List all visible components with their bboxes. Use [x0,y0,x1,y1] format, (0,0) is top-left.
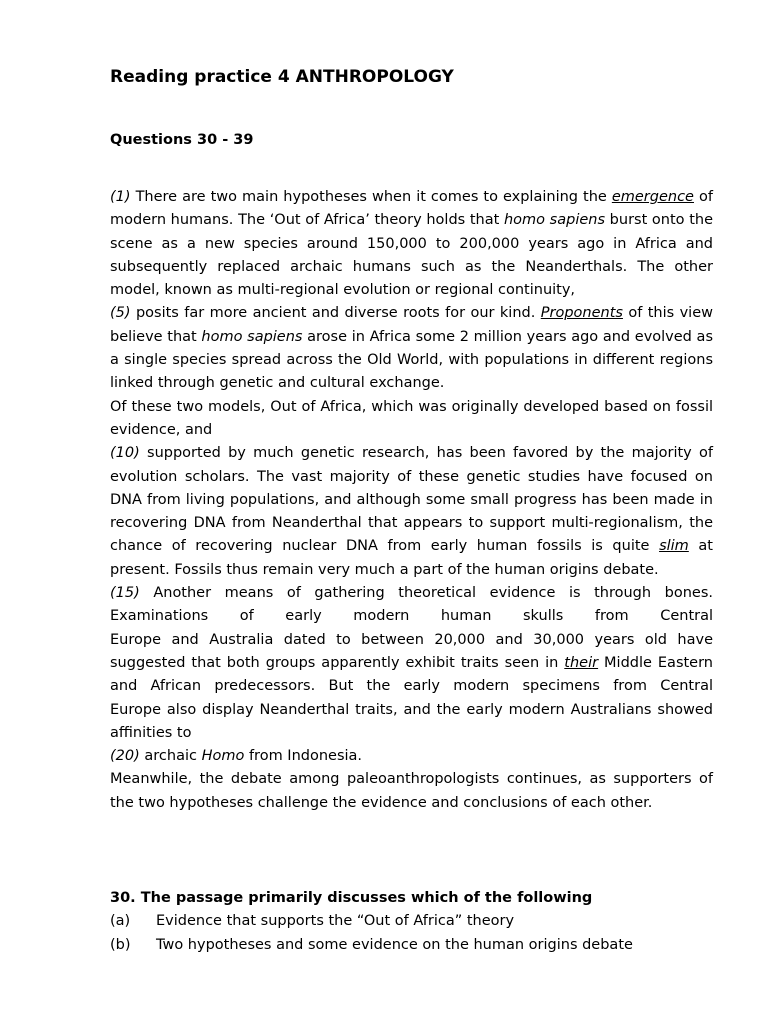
passage-text: of this view believe that [110,305,713,345]
italic-term: homo sapiens [201,328,303,345]
questions-heading: Questions 30 - 39 [110,132,254,148]
passage-text: There are two main hypotheses when it comes to explaining the [130,189,612,205]
underlined-word: Proponents [540,305,623,322]
passage-text: arose in Africa some 2 million years ago and evolved as a single species spread across the Old World, with populations in different regions linked through genetic and cultural exchange. [110,328,713,392]
italic-term: homo sapiens [503,212,606,229]
passage-text: posits far more ancient and diverse roots for our kind. [130,305,541,322]
passage-paragraph-2 [110,302,713,395]
option-text: Evidence that supports the “Out of Africa” theory [156,913,515,930]
passage-text: archaic [139,748,202,765]
passage-paragraph-7 [110,768,713,815]
passage-paragraph-6 [110,745,713,768]
option-text: Two hypotheses and some evidence on the human origins debate [156,936,633,953]
reading-passage [110,186,713,815]
passage-text: of modern humans. The ‘Out of Africa’ theory holds that [110,189,713,229]
passage-text: Meanwhile, the debate among paleoanthropologists continues, as supporters of the two hypotheses challenge the evidence and conclusions of each other. [110,771,713,811]
line-number: (20) [110,748,140,765]
answer-option-a [110,910,713,933]
question-title: 30. The passage primarily discusses which of the following [110,890,593,906]
passage-text: supported by much genetic research, has been favored by the majority of evolution scholars. The vast majority of these genetic studies have focused on DNA from living populations, and although some small progress has been made in recovering DNA from Neanderthal that appears to support multi-regionalism, the chance of recovering nuclear DNA from early human fossils is quite [110,445,713,555]
passage-paragraph-5 [110,582,713,745]
passage-paragraph-1 [110,186,713,302]
underlined-word: their [564,654,599,671]
passage-text: Another means of gathering theoretical evidence is through bones. Examinations of early modern human skulls from Central Europe and Australia dated to between 20,000 and 30,000 years old have suggested that both groups apparently exhibit traits seen in [110,585,713,671]
underlined-word: emergence [611,189,694,205]
line-number: (15) [110,585,140,602]
option-letter: (a) [110,913,131,930]
passage-text: from Indonesia. [244,748,363,765]
line-number: (5) [110,305,131,322]
question-30 [110,887,713,957]
passage-paragraph-3 [110,396,713,443]
passage-text: burst onto the scene as a new species around 150,000 to 200,000 years ago in Africa and subsequently replaced archaic humans such as the Neanderthals. The other model, known as multi-regional evolution or regional continuity, [110,212,714,299]
line-number: (10) [110,445,140,462]
line-number: (1) [110,189,131,205]
passage-text: Of these two models, Out of Africa, which was originally developed based on fossil evidence, and [110,398,713,438]
passage-text: at present. Fossils thus remain very much a part of the human origins debate. [110,538,713,578]
passage-text: Middle Eastern and African predecessors. But the early modern specimens from Central Europe also display Neanderthal traits, and the early modern Australians showed affinities to [110,654,713,741]
italic-term: Homo [201,748,245,765]
option-letter: (b) [110,936,131,953]
answer-option-b [110,934,713,957]
underlined-word: slim [659,538,689,555]
document-title: Reading practice 4 ANTHROPOLOGY [110,67,454,87]
passage-paragraph-4 [110,442,713,582]
